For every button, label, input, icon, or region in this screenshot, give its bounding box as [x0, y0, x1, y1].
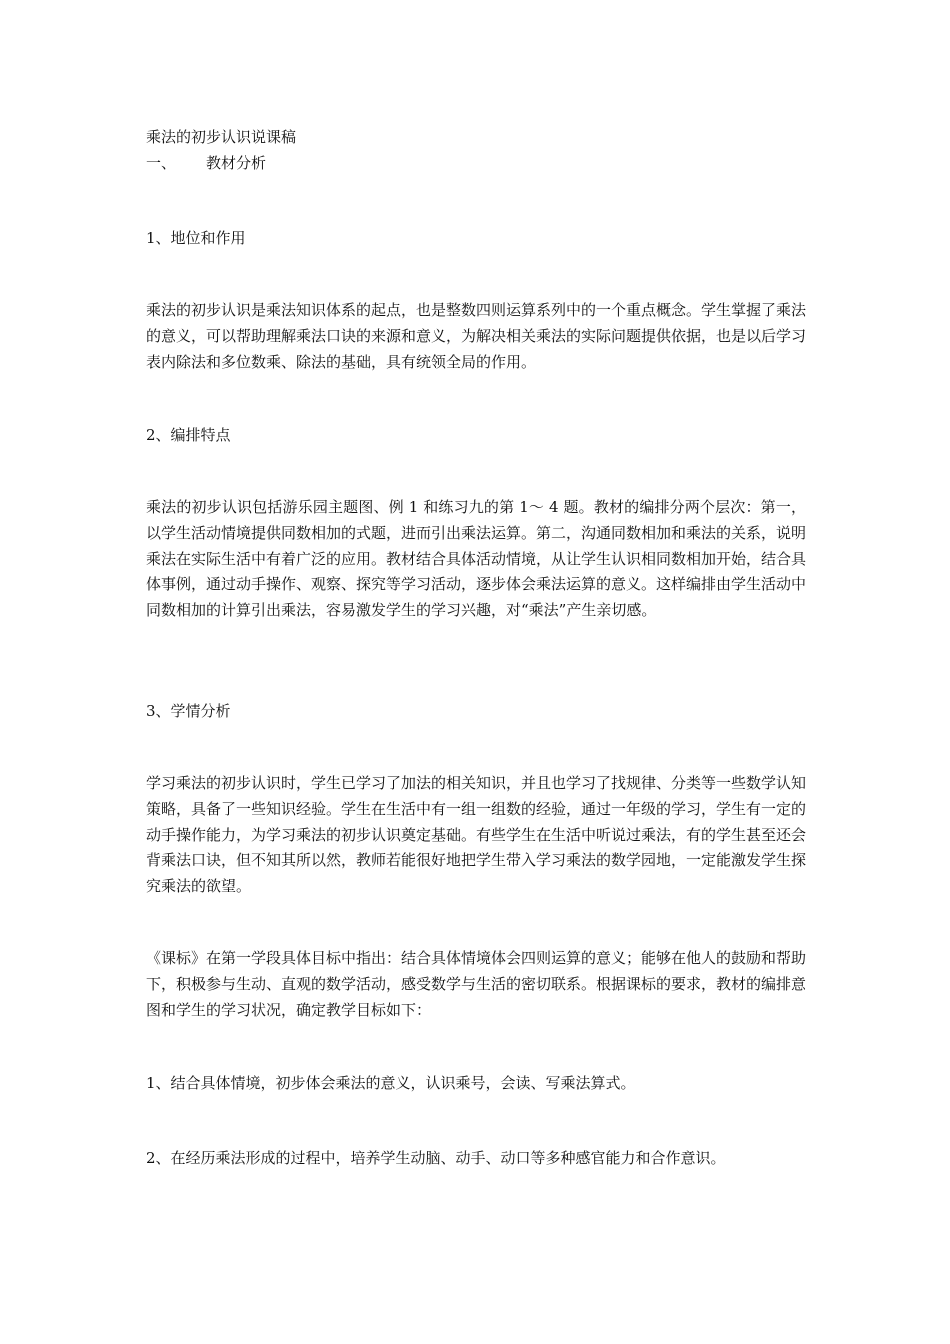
teaching-goal-1: 1、结合具体情境，初步体会乘法的意义，认识乘号，会读、写乘法算式。 — [146, 1074, 636, 1092]
subheading-position-role: 1、地位和作用 — [146, 229, 246, 247]
subheading-student-analysis: 3、学情分析 — [146, 702, 231, 720]
section-number: 一、 — [146, 154, 177, 172]
paragraph-position-role: 乘法的初步认识是乘法知识体系的起点，也是整数四则运算系列中的一个重点概念。学生掌握了乘法的意义，可以帮助理解乘法口诀的来源和意义，为解决相关乘法的实际问题提供依据，也是以后学习表内除法和多位数乘、除法的基础，具有统领全局的作用。 — [146, 301, 807, 371]
section-title: 教材分析 — [206, 154, 267, 172]
section-heading-textbook-analysis — [146, 154, 266, 172]
paragraph-student-analysis: 学习乘法的初步认识时，学生已学习了加法的相关知识，并且也学习了找规律、分类等一些数学认知策略，具备了一些知识经验。学生在生活中有一组一组数的经验，通过一年级的学习，学生有一定的动手操作能力，为学习乘法的初步认识奠定基础。有些学生在生活中听说过乘法，有的学生甚至还会背乘法口诀，但不知其所以然，教师若能很好地把学生带入学习乘法的数学园地，一定能激发学生探究乘法的欲望。 — [146, 774, 807, 896]
teaching-goal-2: 2、在经历乘法形成的过程中，培养学生动脑、动手、动口等多种感官能力和合作意识。 — [146, 1149, 726, 1167]
subheading-arrangement: 2、编排特点 — [146, 426, 231, 444]
paragraph-curriculum-standards: 《课标》在第一学段具体目标中指出：结合具体情境体会四则运算的意义；能够在他人的鼓励和帮助下，积极参与生动、直观的数学活动，感受数学与生活的密切联系。根据课标的要求，教材的编排意图和学生的学习状况，确定教学目标如下： — [146, 949, 807, 1019]
document-title: 乘法的初步认识说课稿 — [146, 128, 297, 146]
paragraph-arrangement: 乘法的初步认识包括游乐园主题图、例 1 和练习九的第 1～ 4 题。教材的编排分两个层次：第一，以学生活动情境提供同数相加的式题，进而引出乘法运算。第二，沟通同数相加和乘法的关系，说明乘法在实际生活中有着广泛的应用。教材结合具体活动情境，从让学生认识相同数相加开始，结合具体事例，通过动手操作、观察、探究等学习活动，逐步体会乘法运算的意义。这样编排由学生活动中同数相加的计算引出乘法，容易激发学生的学习兴趣，对“乘法”产生亲切感。 — [146, 498, 807, 620]
